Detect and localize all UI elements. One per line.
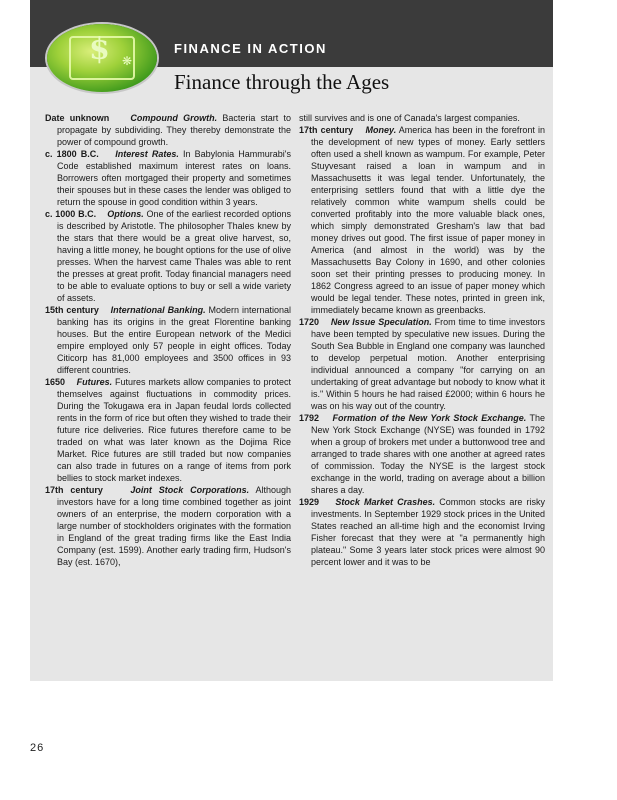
page-number: 26 — [30, 742, 45, 754]
dollar-bill-logo — [47, 24, 157, 92]
dollar-sign-icon: $ — [89, 32, 110, 67]
timeline-entry: 15th century International Banking. Modern international banking has its origins in the great Florentine banking houses. But the entire European network of the Medici empire employed only 57 people in eight offices. Today Citicorp has 81,000 employees and 3500 offices in 93 different countries. — [45, 305, 291, 375]
timeline-entry: c. 1800 B.C. Interest Rates. In Babylonia Hammurabi's Code established maximum interest rates on loans. Borrowers often mortgaged their property and sometimes their spouses but in these cases the lender was obliged to return the spouse in good condition within 3 years. — [45, 149, 291, 207]
left-column — [45, 112, 291, 568]
timeline-entry: 1929 Stock Market Crashes. Common stocks are risky investments. In September 1929 stock prices in the United States reached an all-time high and the economist Irving Fisher forecast that they were at "a permanently high plateau." Some 3 years later stock prices were almost 90 percent lower and it was to be — [299, 497, 545, 567]
timeline-entry: 17th century Money. America has been in the forefront in the development of new types of money. Early settlers often used a shell known as wampum. For example, Peter Stuyvesant raised a loan in wampum and in Massachusetts it was legal tender. Unfortunately, the enterprising settlers found that with a little dye the relatively common white wampum shells could be converted profitably into the more valuable black ones, which simply demonstrated Gresham's law that bad money drives out good. The first issue of paper money in America (and almost in the world) was by the Massachusetts Bay Colony in 1690, and other colonies soon set their printing presses to producing money. In 1862 Congress agreed to an issue of paper money which would be legal tender. These notes, printed in green ink, immediately became known as greenbacks. — [299, 125, 545, 315]
timeline-entry: 1720 New Issue Speculation. From time to time investors have been tempted by speculative new issues. During the South Sea Bubble in England one company was launched to develop perpetual motion. Another enterprising individual announced a company "for carrying on an undertaking of great advantage but nobody to know what it is." Within 5 hours he had raised £2000; within 6 hours he was on his way out of the country. — [299, 317, 545, 411]
timeline-entry: 17th century Joint Stock Corporations. Although investors have for a long time combined together as joint owners of an enterprise, the modern corporation with a large number of stockholders originates with the formation in England of the great trading firms like the East India Company (est. 1599). Another early trading firm, Hudson's Bay (est. 1670), — [45, 485, 291, 567]
timeline-entry: 1792 Formation of the New York Stock Exchange. The New York Stock Exchange (NYSE) was founded in 1792 when a group of brokers met under a buttonwood tree and arranged to trade shares with one another at agreed rates of commission. Today the NYSE is the largest stock exchange in the world, trading on average about a billion shares a day. — [299, 413, 545, 495]
section-label: FINANCE IN ACTION — [174, 41, 327, 56]
timeline-entry-continued: still survives and is one of Canada's largest companies. — [299, 113, 520, 123]
right-column — [299, 112, 545, 568]
bill-seal-icon: ❋ — [122, 54, 133, 68]
timeline-entry: c. 1000 B.C. Options. One of the earliest recorded options is described by Aristotle. The philosopher Thales knew by the stars that there would be a great olive harvest, so, having a little money, he bought options for the use of olive presses. When the harvest came Thales was able to rent the presses at great profit. Today financial managers need to be able to evaluate options to buy or sell a wide variety of assets. — [45, 209, 291, 303]
timeline-entry: 1650 Futures. Futures markets allow companies to protect themselves against fluctuations in commodity prices. During the Tokugawa era in Japan feudal lords collected rents in the form of rice but often they wished to trade their future rice deliveries. Rice futures therefore came to be traded on what was later known as the Dojima Rice Market. Rice futures are still traded but now companies can also trade in futures on a range of items from pork bellies to stock market indexes. — [45, 377, 291, 483]
page-title: Finance through the Ages — [174, 70, 390, 94]
timeline-entry: Date unknown Compound Growth. Bacteria start to propagate by subdividing. They thereby demonstrate the power of compound growth. — [45, 113, 291, 147]
